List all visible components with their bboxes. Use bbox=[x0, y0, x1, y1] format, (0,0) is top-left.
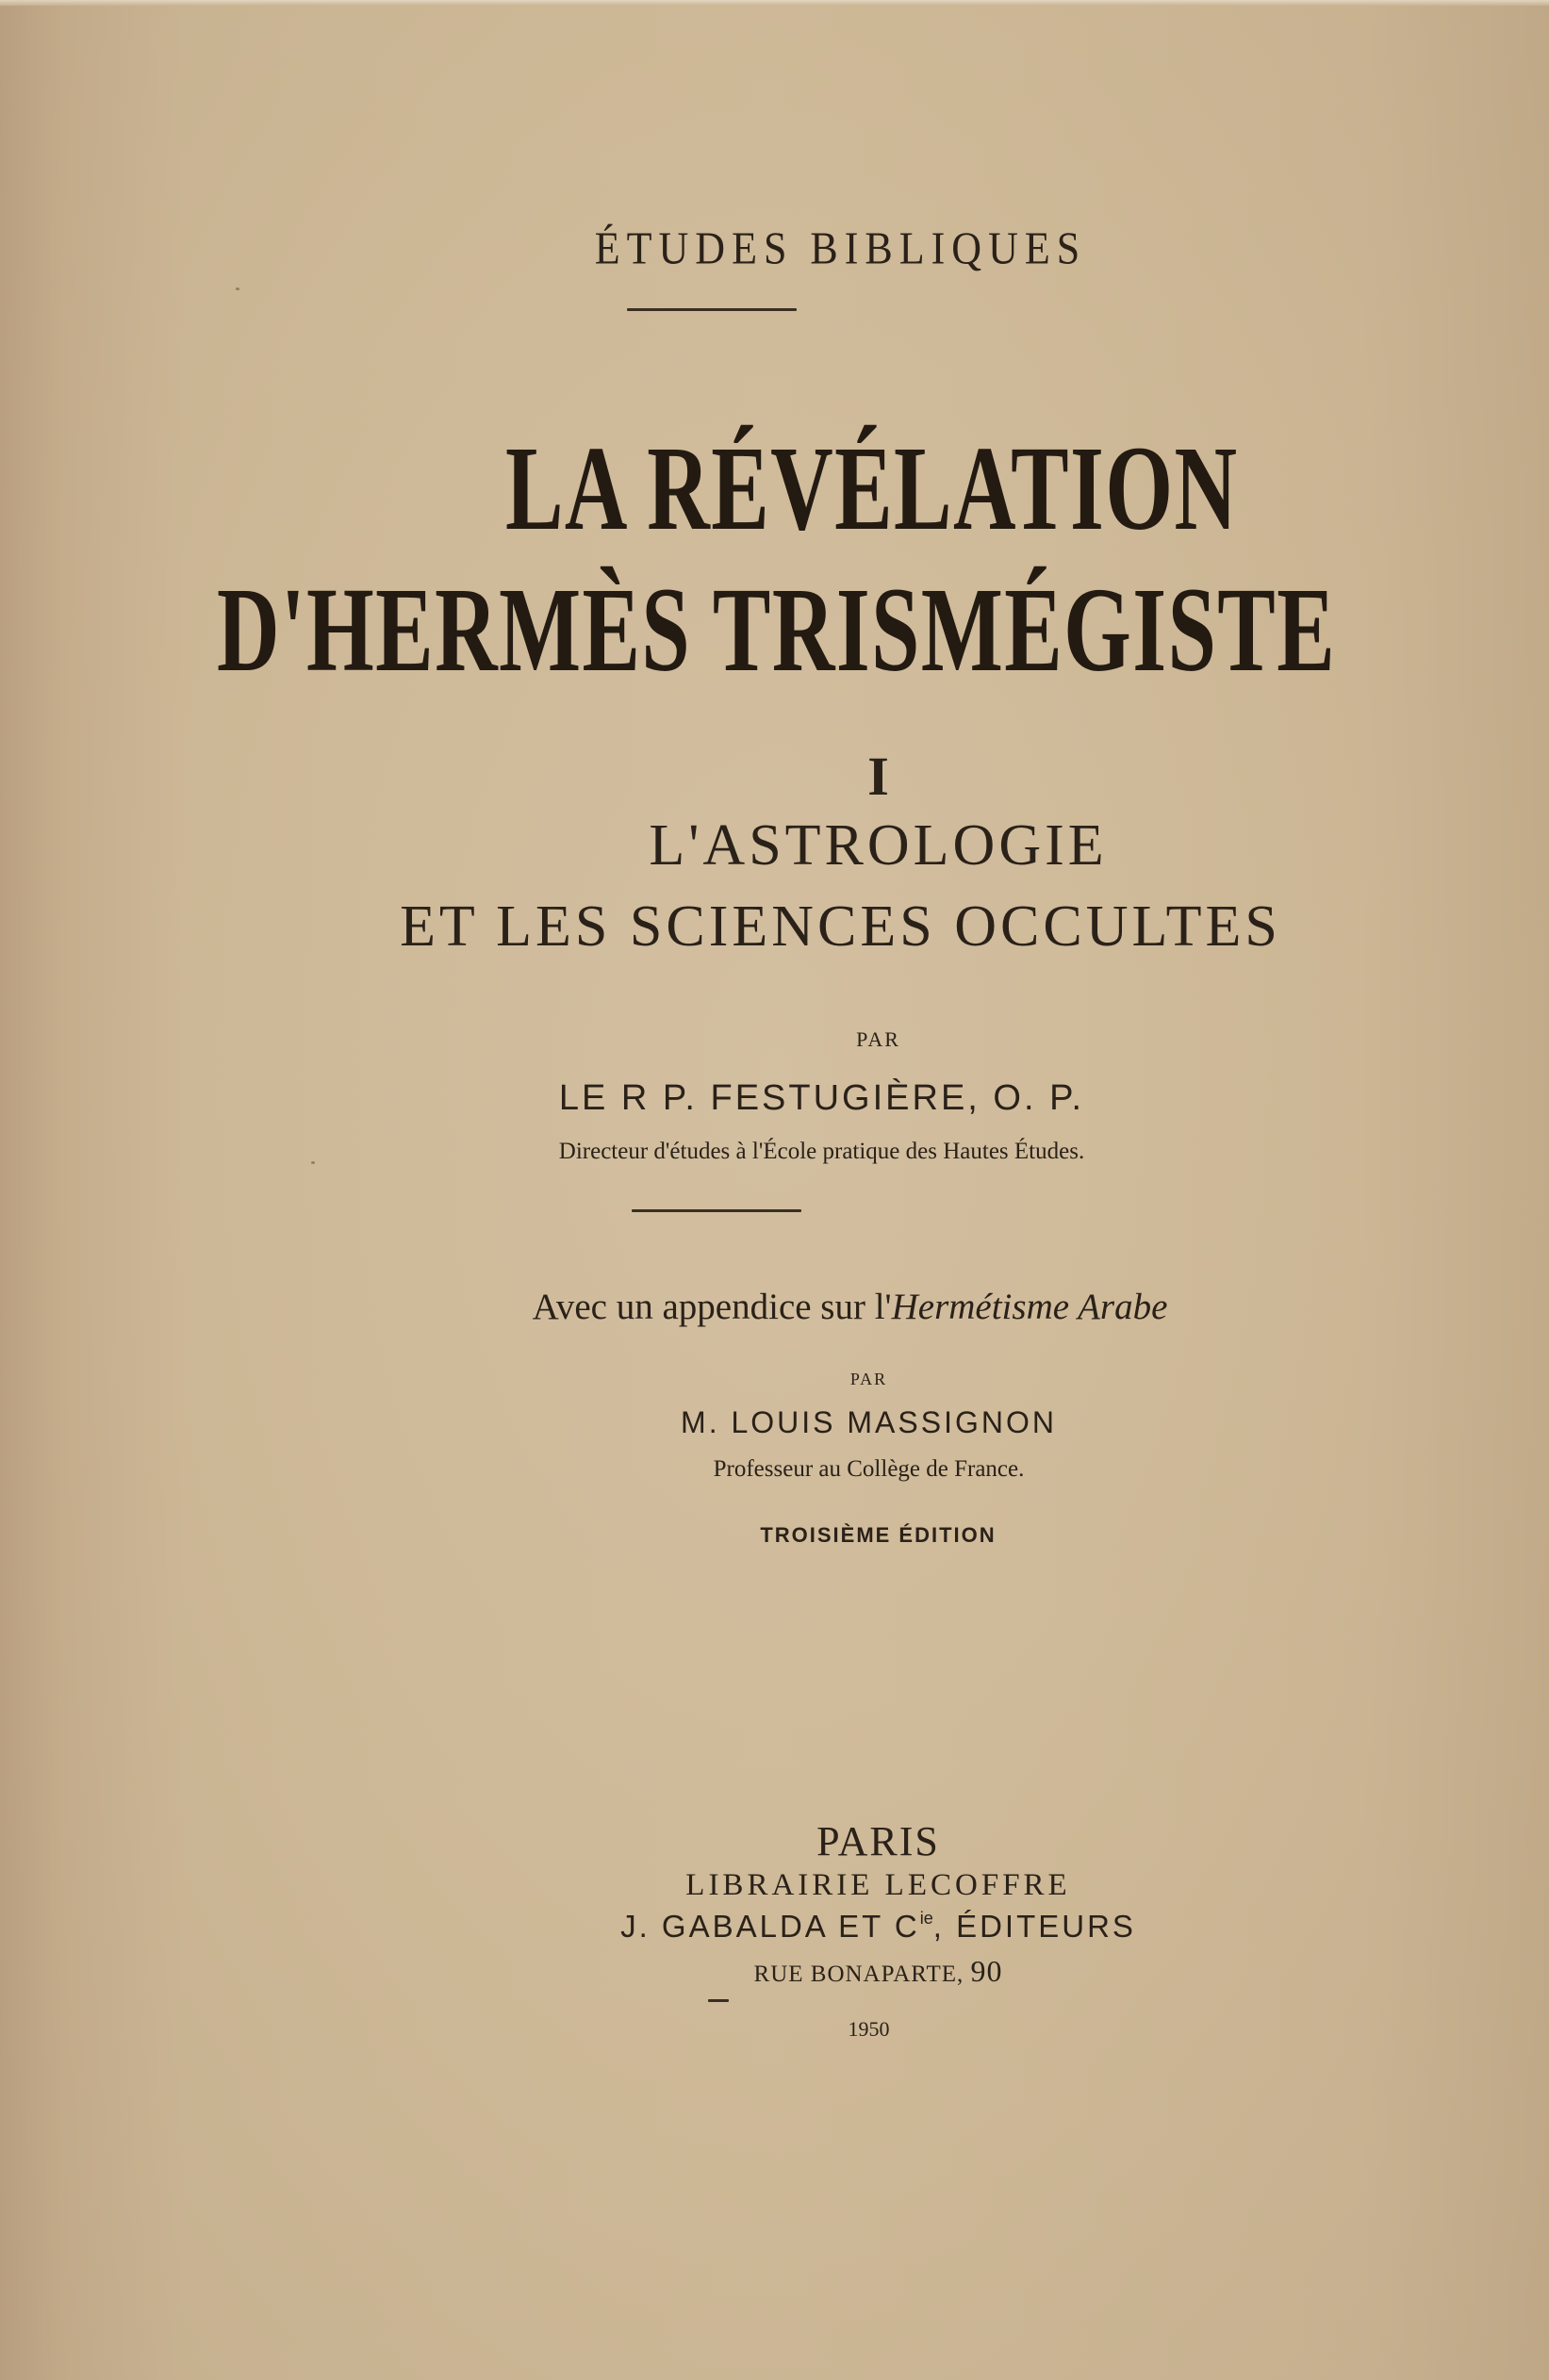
main-title-line-1: LA RÉVÉLATION bbox=[504, 421, 1239, 555]
author-divider bbox=[632, 1209, 801, 1212]
appendix-prefix: Avec un appendice sur l' bbox=[532, 1287, 892, 1327]
paper-speck bbox=[236, 287, 239, 290]
series-divider bbox=[627, 308, 797, 311]
imprint-city: PARIS bbox=[816, 1818, 940, 1864]
author-2-affiliation: Professeur au Collège de France. bbox=[713, 1456, 1025, 1482]
subtitle-line-1: L'ASTROLOGIE bbox=[649, 813, 1108, 878]
imprint-publisher-line-1: LIBRAIRIE LECOFFRE bbox=[685, 1868, 1071, 1902]
author-1-affiliation: Directeur d'études à l'École pratique des Hautes Études. bbox=[558, 1139, 1085, 1164]
paper-speck bbox=[311, 1161, 315, 1164]
publisher-name: J. GABALDA ET C bbox=[620, 1909, 920, 1944]
page-top-edge bbox=[0, 0, 1549, 6]
by-label-1: PAR bbox=[856, 1027, 900, 1051]
publisher-superscript: ie bbox=[919, 1909, 933, 1928]
edition-label: TROISIÈME ÉDITION bbox=[760, 1523, 997, 1547]
appendix-note bbox=[0, 1286, 1549, 1328]
address-street: RUE BONAPARTE, bbox=[753, 1961, 971, 1987]
imprint-year: 1950 bbox=[848, 2017, 890, 2041]
subtitle-line-2: ET LES SCIENCES OCCULTES bbox=[400, 895, 1281, 959]
appendix-subject: Hermétisme Arabe bbox=[891, 1287, 1168, 1327]
volume-number: I bbox=[867, 746, 889, 807]
imprint-address bbox=[0, 1954, 1549, 1989]
author-2-name: M. LOUIS MASSIGNON bbox=[681, 1405, 1057, 1439]
series-title: ÉTUDES BIBLIQUES bbox=[594, 222, 1087, 274]
by-label-2: PAR bbox=[849, 1370, 888, 1388]
author-1-name: LE R P. FESTUGIÈRE, O. P. bbox=[558, 1078, 1085, 1118]
main-title-line-2: D'HERMÈS TRISMÉGISTE bbox=[217, 563, 1337, 697]
address-number: 90 bbox=[970, 1954, 1003, 1988]
publisher-suffix: , ÉDITEURS bbox=[932, 1909, 1136, 1944]
year-dash bbox=[708, 1999, 729, 2002]
imprint-publisher-line-2 bbox=[0, 1909, 1549, 1945]
